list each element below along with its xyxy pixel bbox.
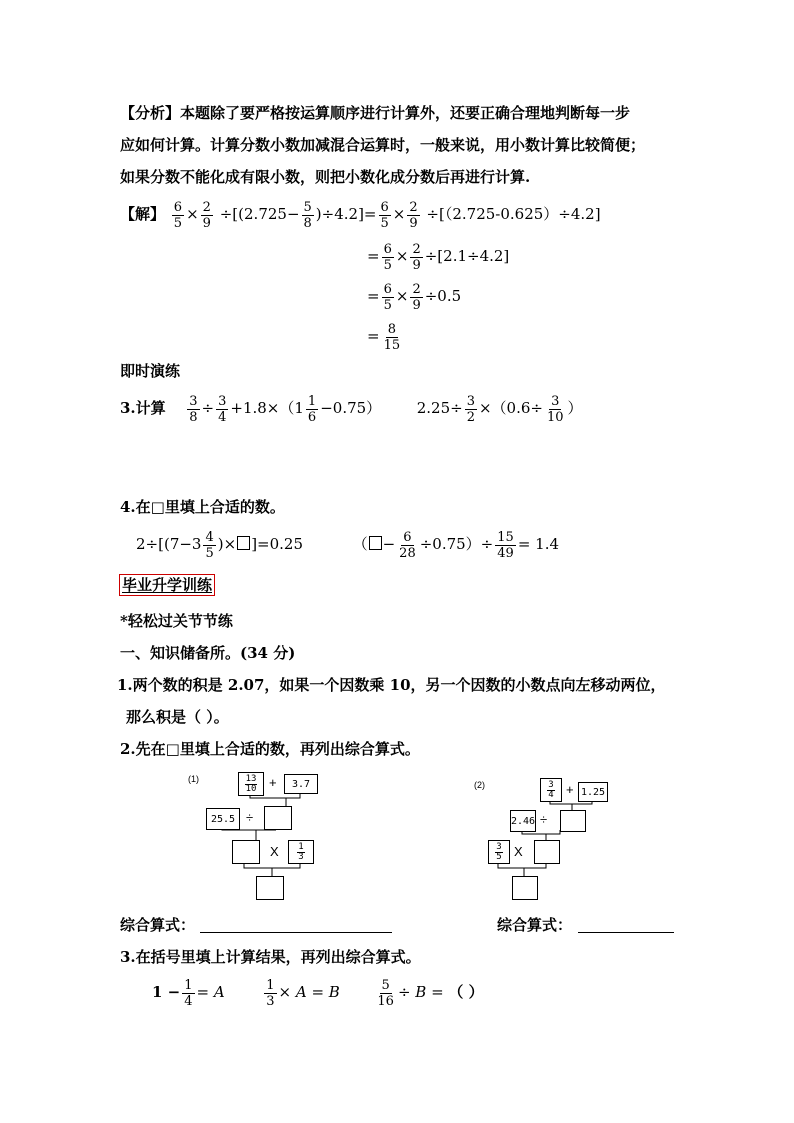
tree-1-low-right: $\frac{1}{3}$ xyxy=(288,840,314,864)
solution-step-4: = $\frac{8}{15}$ xyxy=(367,321,401,353)
training-q1-line-1: 1.两个数的积是 2.07，如果一个因数乘 10，另一个因数的小数点向左移动两位， xyxy=(117,676,666,694)
tree-1-label: (1) xyxy=(188,774,199,784)
training-q1-line-2: 那么积是（ ）。 xyxy=(126,708,229,726)
tree-2-mid-left: 2.46 xyxy=(510,810,536,832)
answer-box[interactable] xyxy=(237,536,250,550)
solution-step-2: = $\frac{6}{5}$ × $\frac{2}{9}$ ÷[2.1÷4.2] xyxy=(367,241,510,273)
tree-2-low-blank[interactable] xyxy=(534,840,560,864)
tree-2-low-op: X xyxy=(514,844,523,859)
solution-tag: 【解】 xyxy=(120,205,166,223)
answer-paren[interactable]: （ ） xyxy=(448,983,484,1001)
analysis-line-1: 【分析】本题除了要严格按运算顺序进行计算外，还要正确合理地判断每一步 xyxy=(120,104,631,122)
combined-formula-label-2: 综合算式： xyxy=(497,916,573,934)
tree-1-result-blank[interactable] xyxy=(256,876,284,900)
tree-2-mid-blank[interactable] xyxy=(560,810,586,832)
training-tag: 毕业升学训练 xyxy=(119,574,215,596)
section-1-heading: 一、知识储备所。(34 分) xyxy=(120,644,296,662)
tree-2-top-right: 1.25 xyxy=(578,782,608,802)
training-q2: 2.先在□里填上合适的数，再列出综合算式。 xyxy=(120,740,420,758)
tree-1-mid-blank[interactable] xyxy=(264,806,292,830)
tree-1-mid-left: 25.5 xyxy=(206,808,240,830)
answer-box[interactable] xyxy=(369,536,382,550)
practice-q3: 3.计算 $\frac{3}{8}$ ÷ $\frac{3}{4}$ +1.8×（1 $\frac{1}{6}$ −0.75） 2.25÷ $\frac{3}{2}$ ×（0.6÷ $\frac{3}{10}$ ） xyxy=(120,393,583,425)
tree-2-result-blank[interactable] xyxy=(512,876,538,900)
tree-2-top-op: + xyxy=(566,782,574,797)
analysis-line-2: 应如何计算。计算分数小数加减混合运算时，一般来说，用小数计算比较简便； xyxy=(120,136,646,154)
training-q3-expressions: 1 − $\frac{1}{4}$ = A $\frac{1}{3}$ × A = B $\frac{5}{16}$ ÷ B = （ ） xyxy=(152,977,484,1009)
tree-1-top-op: + xyxy=(269,775,277,790)
analysis-line-3: 如果分数不能化成有限小数，则把小数化成分数后再进行计算. xyxy=(120,168,531,186)
tree-1-top-left: $\frac{13}{10}$ xyxy=(238,772,264,796)
tree-2-label: (2) xyxy=(474,780,485,790)
practice-q4-label: 4.在□里填上合适的数。 xyxy=(120,498,285,516)
training-q3: 3.在括号里填上计算结果，再列出综合算式。 xyxy=(120,948,421,966)
training-subheading: *轻松过关节节练 xyxy=(120,612,233,630)
calc-tree-2 xyxy=(468,772,628,908)
calc-tree-1 xyxy=(180,768,380,908)
tree-2-top-left: $\frac{3}{4}$ xyxy=(540,778,562,802)
tree-2-low-left: $\frac{3}{5}$ xyxy=(488,840,510,864)
tree-1-low-op: X xyxy=(270,844,279,859)
tree-1-mid-op: ÷ xyxy=(246,810,254,825)
tree-1-top-right: 3.7 xyxy=(284,774,318,794)
practice-heading: 即时演练 xyxy=(120,362,181,380)
practice-q4: 2÷[(7−3 $\frac{4}{5}$ )× ]=0.25 （ − $\frac{6}{28}$ ÷0.75）÷ $\frac{15}{49}$ = 1.4 xyxy=(136,529,560,561)
combined-formula-label-1: 综合算式： xyxy=(120,916,196,934)
combined-formula-blank-1[interactable] xyxy=(200,932,392,933)
tree-1-low-blank[interactable] xyxy=(232,840,260,864)
tree-2-mid-op: ÷ xyxy=(540,812,548,827)
combined-formula-blank-2[interactable] xyxy=(578,932,674,933)
analysis-tag: 【分析】 xyxy=(120,104,181,122)
solution-step-3: = $\frac{6}{5}$ × $\frac{2}{9}$ ÷0.5 xyxy=(367,281,462,313)
solution-step-1: 【解】 $\frac{6}{5}$ × $\frac{2}{9}$ ÷[(2.725− $\frac{5}{8}$ )÷4.2]= $\frac{6}{5}$ × $\frac{2}{9}$ ÷[（2.725-0.625）÷4.2] xyxy=(120,199,601,231)
